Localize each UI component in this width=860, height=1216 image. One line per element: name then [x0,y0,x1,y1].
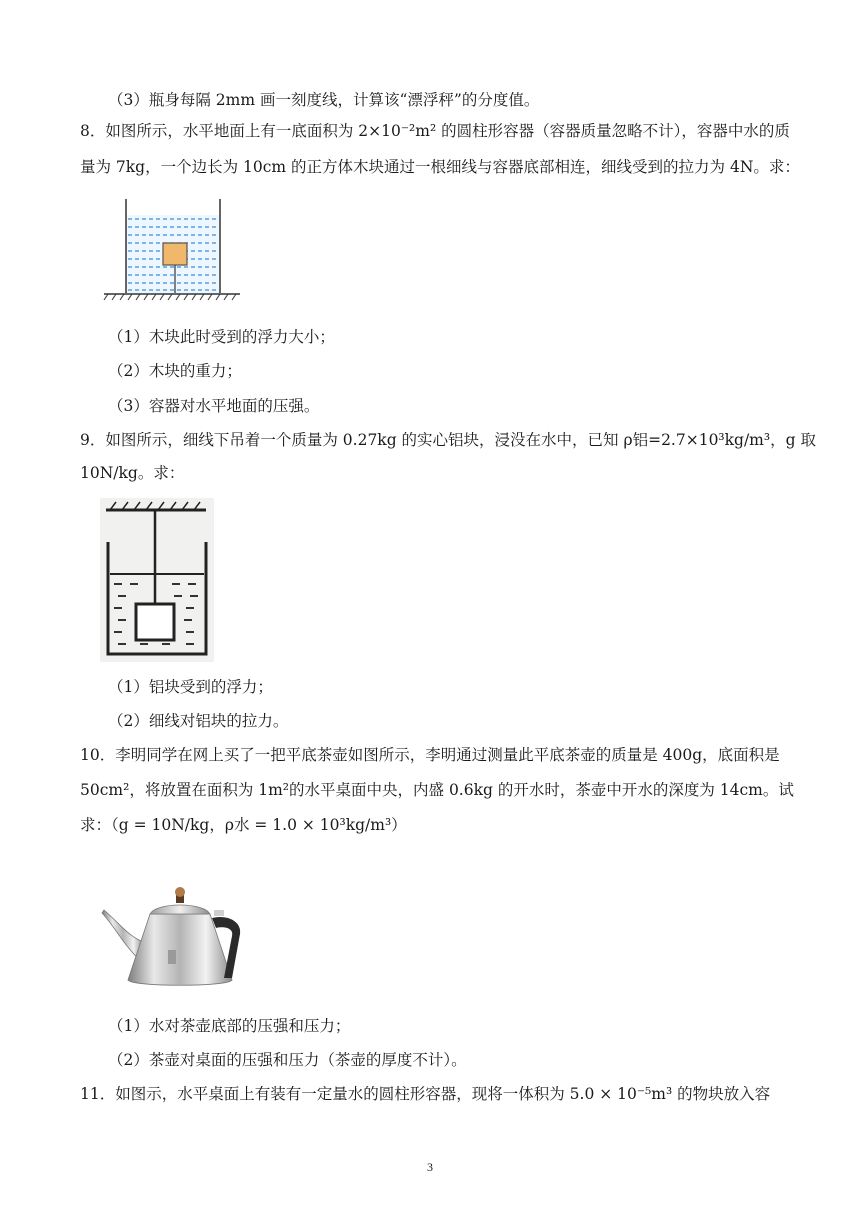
q8-stem-line1: 8．如图所示，水平地面上有一底面积为 2×10⁻²m² 的圆柱形容器（容器质量忽略不计），容器中水的质 [80,122,790,140]
q9-sub2: （2）细线对铝块的拉力。 [108,712,289,730]
page-number: 3 [427,1160,433,1174]
q8-sub3: （3）容器对水平地面的压强。 [108,397,320,415]
q10-stem-line3: 求：（g = 10N/kg，ρ水 = 1.0 × 10³kg/m³） [80,816,407,834]
q8-figure-container-with-wood-block [100,195,245,305]
q8-stem-line2: 量为 7kg，一个边长为 10cm 的正方体木块通过一根细线与容器底部相连，细线受到的拉力为 4N。求： [80,158,800,176]
q10-sub2: （2）茶壶对桌面的压强和压力（茶壶的厚度不计）。 [108,1051,467,1069]
q10-stem-line1: 10．李明同学在网上买了一把平底茶壶如图所示，李明通过测量此平底茶壶的质量是 400g，底面积是 [80,746,780,764]
q11-stem-line1: 11．如图示，水平桌面上有装有一定量水的圆柱形容器，现将一体积为 5.0 × 10⁻⁵m³ 的物块放入容 [80,1085,771,1103]
q9-stem-line1: 9．如图所示，细线下吊着一个质量为 0.27kg 的实心铝块，浸没在水中，已知 ρ铝=2.7×10³kg/m³，g 取 [80,431,816,449]
q8-sub2: （2）木块的重力； [108,362,242,380]
q7-sub3: （3）瓶身每隔 2mm 画一刻度线，计算该“漂浮秤”的分度值。 [108,91,540,109]
q9-sub1: （1）铝块受到的浮力； [108,678,273,696]
q9-stem-line2: 10N/kg。求： [80,464,185,482]
q10-figure-teapot-photo [100,880,260,992]
q10-stem-line2: 50cm²，将放置在面积为 1m²的水平桌面中央，内盛 0.6kg 的开水时，茶壶中开水的深度为 14cm。试 [80,781,794,799]
q9-figure-aluminium-block-in-water [100,498,214,662]
q8-sub1: （1）木块此时受到的浮力大小； [108,328,335,346]
q10-sub1: （1）水对茶壶底部的压强和压力； [108,1017,351,1035]
